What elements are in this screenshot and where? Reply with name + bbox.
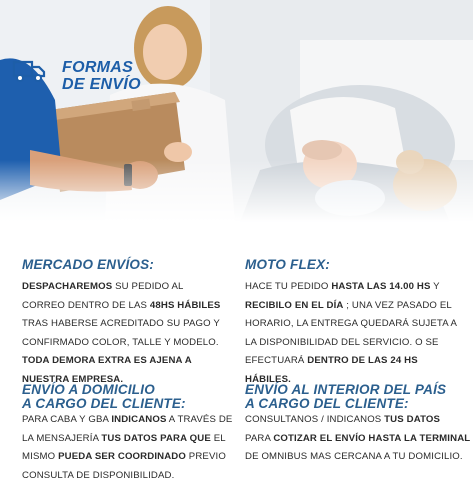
moto-text: RECIBILO EN EL DÍA: [245, 299, 344, 311]
moto-text: HÁBILES.: [245, 373, 291, 385]
domicilio-text: INDICANOS: [111, 414, 167, 425]
mercado-title: MERCADO ENVÍOS:: [22, 257, 155, 272]
moto-text: EFECTUARÁ: [245, 355, 308, 367]
mercado-text: TRAS HABERSE ACREDITADO SU PAGO Y: [22, 318, 220, 330]
logo-line-2: DE ENVÍO: [62, 76, 141, 93]
domicilio-text: PUEDA SER COORDINADO: [58, 451, 186, 463]
hero-fade: [0, 160, 473, 222]
interior-section: [245, 383, 446, 411]
domicilio-title-2: A CARGO DEL CLIENTE:: [22, 396, 186, 411]
domicilio-text: EL: [210, 432, 226, 444]
interior-body: [245, 411, 470, 467]
mercado-text: CORREO DENTRO DE LAS: [22, 299, 150, 311]
interior-text: TUS DATOS: [384, 414, 441, 425]
domicilio-section: [22, 383, 186, 411]
mercado-text: DESPACHAREMOS: [22, 281, 113, 292]
moto-body: [245, 278, 457, 390]
domicilio-text: PREVIO: [185, 451, 226, 463]
mercado-body: [22, 278, 220, 390]
mercado-envios-section: [22, 258, 154, 272]
domicilio-text: A TRAVÉS DE: [166, 414, 233, 425]
mercado-text: CONFIRMADO COLOR, TALLE Y MODELO.: [22, 336, 219, 348]
domicilio-text: CONSULTA DE DISPONIBILIDAD.: [22, 469, 175, 481]
interior-title-2: A CARGO DEL CLIENTE:: [245, 396, 409, 411]
interior-text: COTIZAR EL ENVÍO HASTA LA TERMINAL: [273, 432, 471, 444]
truck-icon: [12, 58, 46, 84]
mercado-text: 48HS HÁBILES: [149, 299, 221, 311]
hero-image: [0, 0, 473, 222]
interior-text: CONSULTANOS / INDICANOS: [245, 414, 385, 425]
moto-text: LA DISPONIBILIDAD DEL SERVICIO. O SE: [245, 336, 439, 348]
moto-title: MOTO FLEX:: [245, 257, 330, 272]
moto-text: HORARIO, LA ENTREGA QUEDARÁ SUJETA A: [245, 318, 458, 330]
domicilio-text: LA MENSAJERÍA: [22, 432, 102, 444]
shipping-logo: [12, 58, 142, 98]
moto-text: Y: [430, 281, 440, 292]
moto-text: HACE TU PEDIDO: [245, 281, 332, 292]
domicilio-title-1: ENVÍO A DOMICILIO: [22, 382, 155, 397]
logo-line-1: FORMAS: [62, 59, 134, 76]
moto-text: DENTRO DE LAS 24 HS: [307, 355, 418, 367]
interior-text: DE OMNIBUS MAS CERCANA A TU DOMICILIO.: [245, 451, 463, 463]
mercado-text: NUESTRA EMPRESA.: [22, 373, 124, 385]
moto-text: HASTA LAS 14.00 HS: [331, 281, 431, 292]
moto-text: ; UNA VEZ PASADO EL: [343, 299, 452, 311]
moto-flex-section: [245, 258, 330, 272]
mercado-text: SU PEDIDO AL: [112, 281, 184, 292]
domicilio-text: PARA CABA Y GBA: [22, 414, 112, 425]
mercado-text: TODA DEMORA EXTRA ES AJENA A: [22, 355, 192, 367]
domicilio-text: TUS DATOS PARA QUE: [101, 432, 211, 444]
domicilio-text: MISMO: [22, 451, 59, 463]
interior-text: PARA: [245, 432, 274, 444]
interior-title-1: ENVÍO AL INTERIOR DEL PAÍS: [245, 382, 447, 397]
domicilio-body: [22, 411, 232, 485]
